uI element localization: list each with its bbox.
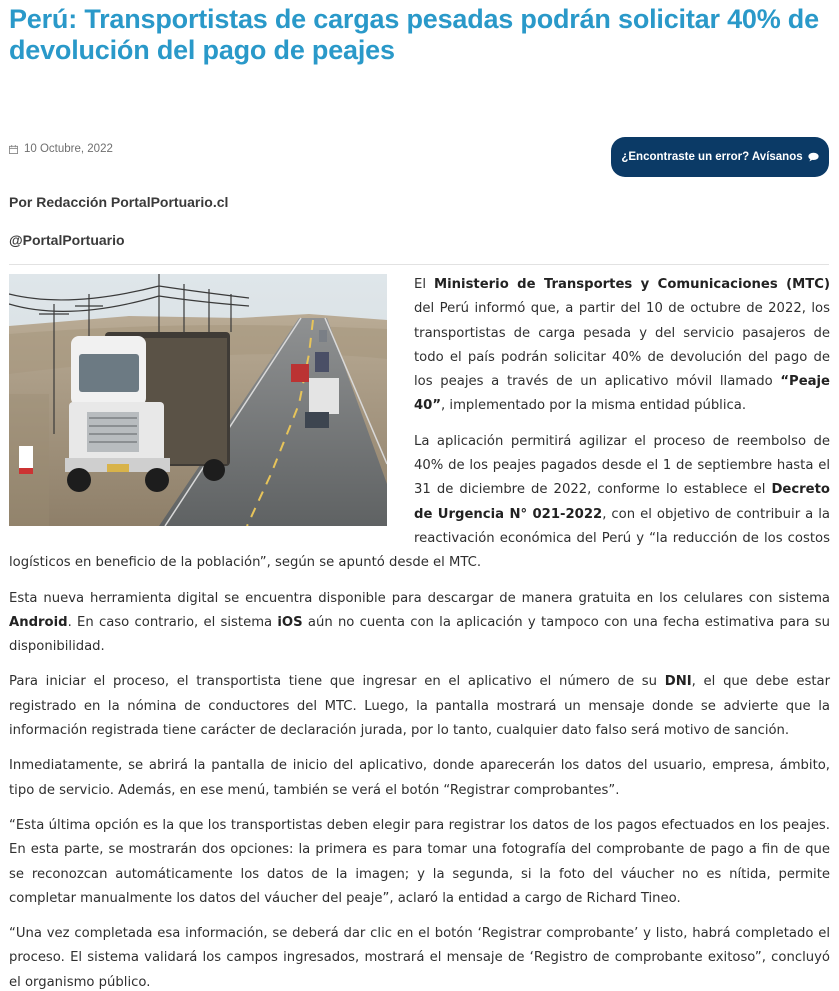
text-span: , implementado por la misma entidad pública.	[441, 398, 747, 414]
bold-ios: iOS	[277, 614, 303, 630]
paragraph-4	[9, 670, 830, 743]
report-error-button[interactable]	[611, 137, 829, 177]
text-span: del Perú informó que, a partir del 10 de octubre de 2022, los transportistas de carga pesada y del servicio pasajeros de todo el país podrán solicitar 40% de devolución del pago de los peajes a través de un aplicativo móvil llamado	[414, 301, 830, 390]
text-span: Esta nueva herramienta digital se encuentra disponible para descargar de manera gratuita en los celulares con sistema	[9, 590, 830, 606]
paragraph-6: “Esta última opción es la que los transportistas deben elegir para registrar los datos de los pagos efectuados en los peajes. En esta parte, se mostrarán dos opciones: la primera es para tomar una fotografía del comprobante de pago a fin de que se reconozcan automáticamente los datos de la imagen; y la segunda, si la foto del váucher no es nítida, permite completar manualmente los datos del váucher del peaje”, aclaró la entidad a cargo de Richard Tineo.	[9, 817, 830, 906]
paragraph-3	[9, 587, 830, 660]
paragraph-5: Inmediatamente, se abrirá la pantalla de inicio del aplicativo, donde aparecerán los datos del usuario, empresa, ámbito, tipo de servicio. Además, en ese menú, también se verá el botón “Registrar comprobantes”.	[9, 758, 830, 798]
highway-trucks-photo	[9, 274, 387, 526]
author-byline: Por Redacción PortalPortuario.cl	[9, 194, 229, 210]
text-span: , el que debe estar registrado en la nómina de conductores del MTC. Luego, la pantalla mostrará un mensaje donde se advierte que la información registrada tiene carácter de declaración jurada, por lo tanto, cualquier dato falso será motivo de sanción.	[9, 674, 830, 739]
article-title: Perú: Transportistas de cargas pesadas podrán solicitar 40% de devolución del pago de peajes	[9, 4, 819, 65]
bold-ministry: Ministerio de Transportes y Comunicaciones (MTC)	[434, 277, 830, 292]
section-divider	[9, 264, 829, 265]
author-handle[interactable]: @PortalPortuario	[9, 232, 125, 248]
bold-android: Android	[9, 614, 68, 630]
text-span: El	[414, 277, 435, 292]
bold-dni: DNI	[664, 674, 692, 690]
calendar-icon	[9, 145, 18, 154]
text-span: Para iniciar el proceso, el transportista tiene que ingresar en el aplicativo el número de su	[9, 674, 665, 690]
text-span: , con el objetivo de contribuir a la reactivación económica del Perú y “la reducción de los costos logísticos en beneficio de la población”, según se apuntó desde el MTC.	[9, 506, 830, 571]
text-span: . En caso contrario, el sistema	[67, 614, 278, 630]
bold-decree: Decreto de Urgencia N° 021-2022	[414, 482, 830, 522]
publish-date	[9, 143, 113, 155]
bold-app-name: “Peaje 40”	[414, 374, 830, 414]
paragraph-7: “Una vez completada esa información, se deberá dar clic en el botón ‘Registrar comprobante’ y listo, habrá completado el proceso. El sistema validará los campos ingresados, mostrará el mensaje de ‘Registro de comprobante exitoso”, concluyó el organismo público.	[9, 926, 830, 990]
report-error-label: ¿Encontraste un error? Avísanos	[621, 151, 803, 163]
text-span: aún no cuenta con la aplicación y tampoco con una fecha estimativa para su disponibilidad.	[9, 614, 830, 655]
chat-bubble-icon	[808, 152, 819, 162]
text-span: La aplicación permitirá agilizar el proceso de reembolso de 40% de los peajes pagados desde el 1 de septiembre hasta el 31 de diciembre de 2022, conforme lo establece el	[414, 433, 830, 498]
publish-date-text: 10 Octubre, 2022	[24, 143, 113, 155]
article-body	[9, 273, 830, 991]
